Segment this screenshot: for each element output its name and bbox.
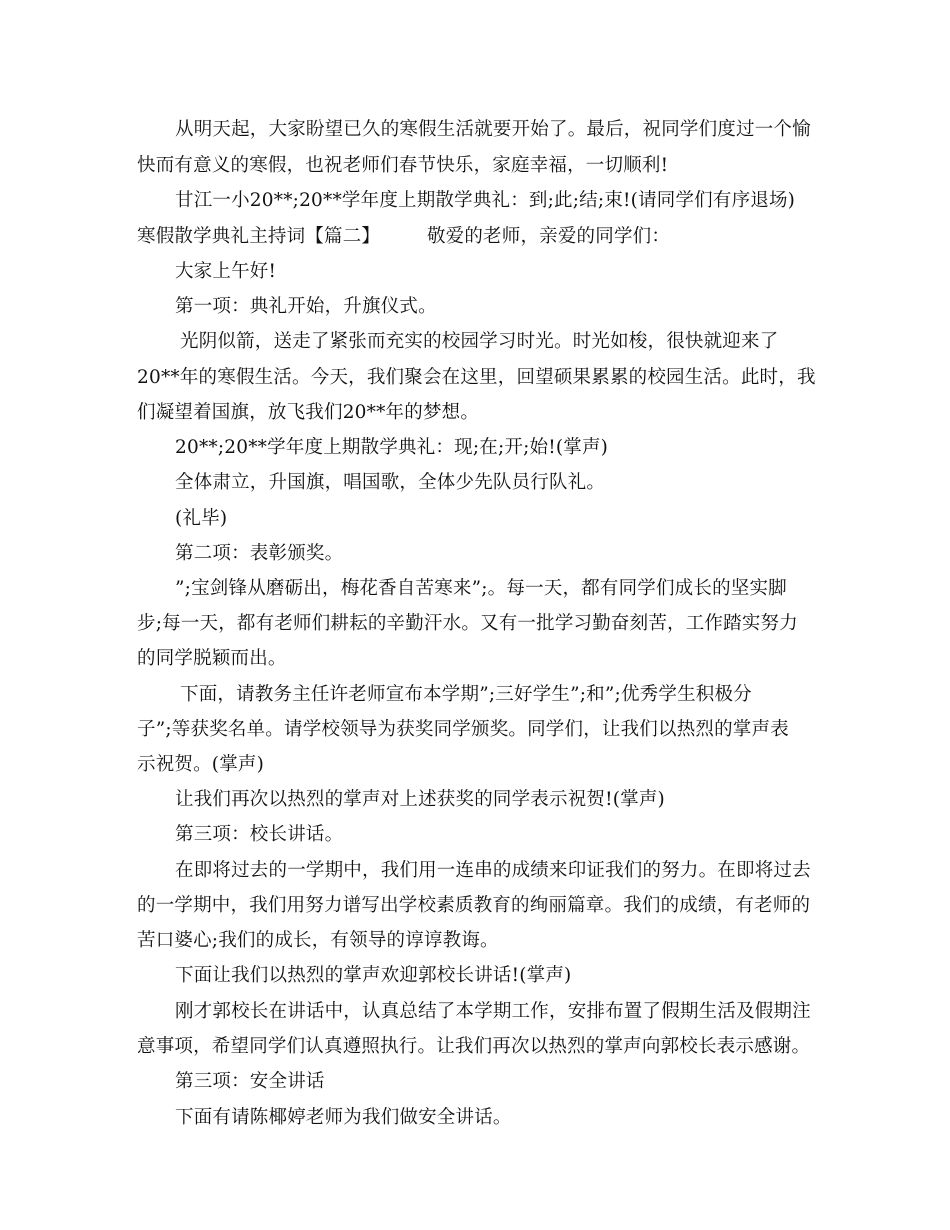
text-line-14: ”;宝剑锋从磨砺出，梅花香自苦寒来”;。每一天，都有同学们成长的坚实脚 (175, 578, 787, 599)
text-line-19: 示祝贺。(掌声) (137, 754, 265, 775)
text-line-9: 们凝望着国旗，放飞我们20**年的梦想。 (137, 402, 480, 423)
text-line-12: (礼毕) (175, 508, 228, 529)
text-line-28: 第三项：安全讲话 (175, 1071, 325, 1092)
text-line-24: 苦口婆心;我们的成长，有领导的谆谆教诲。 (137, 930, 499, 951)
text-line-3: 甘江一小20**;20**学年度上期散学典礼：到;此;结;束!(请同学们有序退场) (175, 190, 796, 211)
text-line-5: 大家上午好! (175, 261, 277, 282)
text-line-8: 20**年的寒假生活。今天，我们聚会在这里，回望硕果累累的校园生活。此时，我 (137, 367, 816, 388)
text-line-16: 的同学脱颖而出。 (137, 648, 287, 669)
text-line-23: 的一学期中，我们用努力谱写出学校素质教育的绚丽篇章。我们的成绩，有老师的 (137, 895, 811, 916)
text-line-17: 下面，请教务主任许老师宣布本学期”;三好学生”;和”;优秀学生积极分 (180, 684, 752, 705)
text-line-13: 第二项：表彰颁奖。 (175, 543, 344, 564)
text-line-27: 意事项，希望同学们认真遵照执行。让我们再次以热烈的掌声向郭校长表示感谢。 (137, 1036, 811, 1057)
text-line-10: 20**;20**学年度上期散学典礼：现;在;开;始!(掌声) (175, 437, 609, 458)
text-line-20: 让我们再次以热烈的掌声对上述获奖的同学表示祝贺!(掌声) (175, 789, 665, 810)
text-line-25: 下面让我们以热烈的掌声欢迎郭校长讲话!(掌声) (175, 965, 572, 986)
text-line-18: 子”;等获奖名单。请学校领导为获奖同学颁奖。同学们，让我们以热烈的掌声表 (137, 719, 789, 740)
text-line-7: 光阴似箭，送走了紧张而充实的校园学习时光。时光如梭，很快就迎来了 (180, 331, 779, 352)
text-line-1: 从明天起，大家盼望已久的寒假生活就要开始了。最后，祝同学们度过一个愉 (175, 119, 811, 140)
text-line-4: 寒假散学典礼主持词【篇二】 敬爱的老师，亲爱的同学们： (137, 226, 671, 247)
text-line-21: 第三项：校长讲话。 (175, 824, 344, 845)
text-line-22: 在即将过去的一学期中，我们用一连串的成绩来印证我们的努力。在即将过去 (175, 860, 811, 881)
text-line-6: 第一项：典礼开始，升旗仪式。 (175, 296, 437, 317)
text-line-26: 刚才郭校长在讲话中，认真总结了本学期工作，安排布置了假期生活及假期注 (175, 1001, 811, 1022)
text-line-29: 下面有请陈椰婷老师为我们做安全讲话。 (175, 1107, 512, 1128)
text-line-11: 全体肃立，升国旗，唱国歌，全体少先队员行队礼。 (175, 472, 606, 493)
text-line-2: 快而有意义的寒假，也祝老师们春节快乐，家庭幸福，一切顺利! (137, 155, 669, 176)
text-line-15: 步;每一天，都有老师们耕耘的辛勤汗水。又有一批学习勤奋刻苦，工作踏实努力 (137, 613, 798, 634)
